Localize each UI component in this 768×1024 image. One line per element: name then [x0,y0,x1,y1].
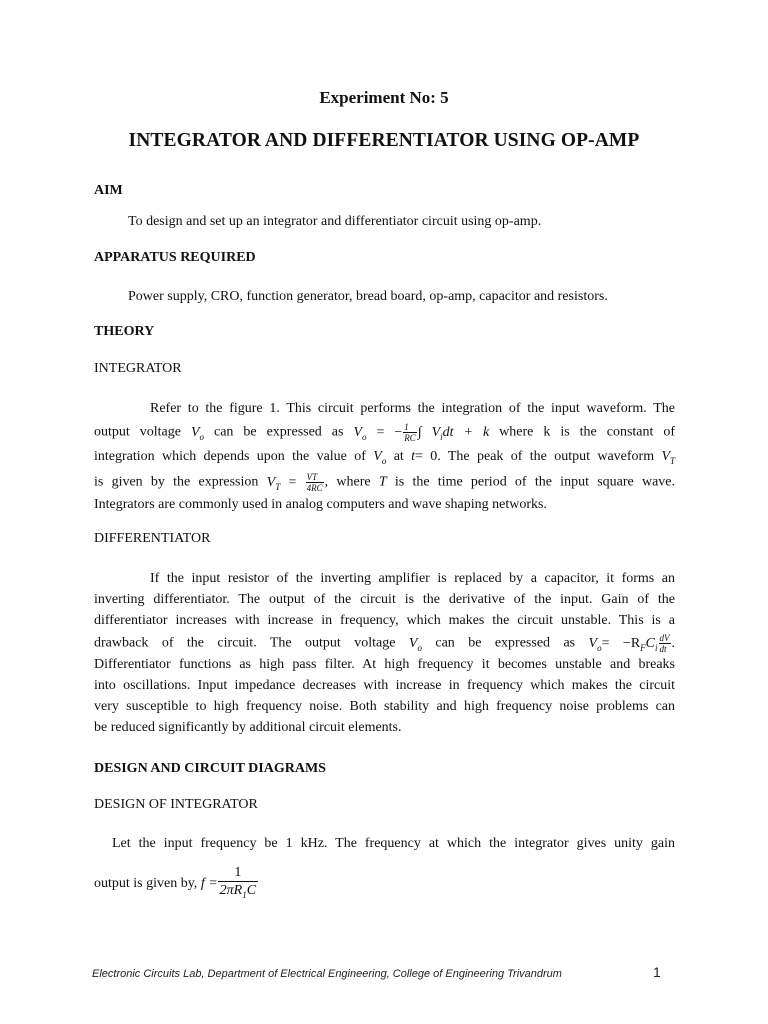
differentiator-line-4: drawback of the circuit. The output voltage $V_o$ can be expressed as $V_o= -R_FC_i$ $\frac{dV}{dt}$ . [94,633,676,654]
document-title: INTEGRATOR AND DIFFERENTIATOR USING OP-AMP [128,130,640,151]
apparatus-text: Power supply, CRO, function generator, bread board, op-amp, capacitor and resistors. [128,289,608,304]
differentiator-line-6: into oscillations. Input impedance decreases with increase in frequency which makes the circuit [94,678,675,693]
integrator-line-3: integration which depends upon the value of $V_o$ at t= 0. The peak of the output waveform $V_T$ [94,449,676,466]
differentiator-line-2: inverting differentiator. The output of the circuit is the derivative of the input. Gain of the [94,592,675,607]
differentiator-line-3: differentiator increases with increase in frequency, which makes the circuit unstable. This is a [94,613,675,628]
differentiator-line-5: Differentiator functions as high pass filter. At high frequency it becomes unstable and breaks [94,657,675,672]
design-line-1: Let the input frequency be 1 kHz. The frequency at which the integrator gives unity gain [112,836,675,851]
aim-heading: AIM [94,183,123,198]
aim-text: To design and set up an integrator and differentiator circuit using op-amp. [128,214,542,229]
integrator-design-subheading: DESIGN OF INTEGRATOR [94,797,258,812]
design-heading: DESIGN AND CIRCUIT DIAGRAMS [94,761,326,776]
differentiator-line-8: be reduced significantly by additional circuit elements. [94,720,402,735]
integrator-line-2: output voltage $V_o$ can be expressed as $V_o$ = − $\frac{1}{RC}$ ∫ $V_idt + k$ where k is the constant of [94,422,676,443]
page-footer: Electronic Circuits Lab, Department of Electrical Engineering, College of Engineering Trivandrum [92,968,562,980]
differentiator-line-1: If the input resistor of the inverting amplifier is replaced by a capacitor, it forms an [150,571,675,586]
differentiator-line-7: very susceptible to high frequency noise. Both stability and high frequency noise problems can [94,699,675,714]
theory-heading: THEORY [94,324,155,339]
experiment-number: Experiment No: 5 [319,88,449,107]
design-line-2: output is given by, f = $\frac{1}{2\pi R_1C}$ [94,864,258,904]
differentiator-subheading: DIFFERENTIATOR [94,531,211,546]
integrator-line-5: Integrators are commonly used in analog computers and wave shaping networks. [94,497,547,512]
unity-gain-frequency-formula: $\frac{1}{2\pi R_1C}$ [219,865,257,900]
integrator-line-1: Refer to the figure 1. This circuit performs the integration of the input waveform. The [150,401,675,416]
integrator-line-4: is given by the expression $V_T$ = $\frac{VT}{4RC}$ , where T is the time period of the input square wave. [94,472,676,493]
integrator-subheading: INTEGRATOR [94,361,182,376]
page-number: 1 [653,964,661,980]
apparatus-heading: APPARATUS REQUIRED [94,250,256,265]
